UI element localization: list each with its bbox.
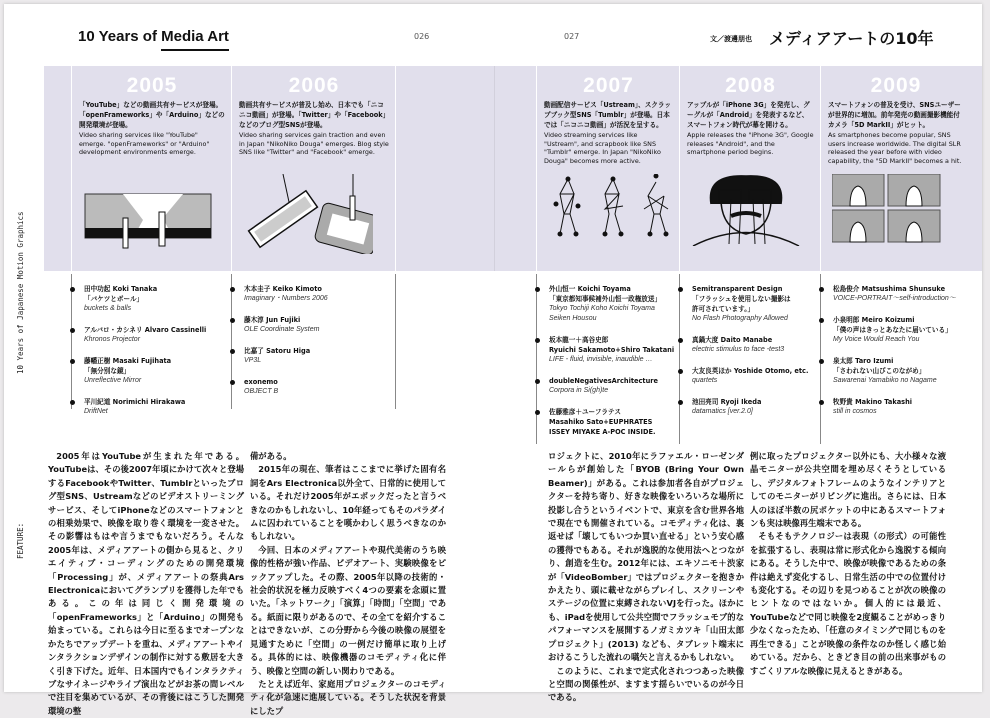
column-divider [820, 66, 821, 271]
artist-name: 池田亮司 Ryoji Ikeda [692, 398, 762, 406]
page-gutter [494, 66, 495, 271]
work-title: electric stimulus to face -test3 [692, 346, 785, 353]
series-label: 10 Years of Japanese Motion Graphics [16, 211, 25, 374]
timeline-bullet [678, 400, 683, 405]
year-column-2006 [239, 74, 389, 157]
year-summary-en: Video sharing services like "YouTube" emerge. "openFrameworks" or "Arduino" development environments emerge. [79, 131, 210, 157]
works-list [244, 284, 328, 408]
work-title: Ryuichi Sakamoto+Shiro Takatani [549, 346, 675, 354]
body-paragraph: 今回、日本のメディアアートや現代美術のうち映像的性格が強い作品、ビデオアート、実験映像をピックアップした。その際、2005年以降の技術的・社会的状況を極力反映すべく4つの要素を念頭に置いた。「ネットワーク」「演算」「時間」「空間」である。紙面に限りがあるので、その全てを紹介することはできないが、この分野から今後の映像の展望を見通すために「空間」の一例だけ簡単に取り上げる。具体的には、映像機器のコモディティ化に伴う、映像と空間の新しい関わりである。 [250, 544, 446, 676]
artist-name: 外山恒一 Koichi Toyama [549, 285, 631, 293]
artist-name: 小泉明郎 Meiro Koizumi [833, 316, 915, 324]
body-paragraph: 例に取ったプロジェクター以外にも、大小様々な液晶モニターが公共空間を埋め尽くそうとしているし、デジタルフォトフレームのようなインテリアとしてのモニターがリビングに進出。さらには、日本人のほぼ半数の尻ポケットの中にあるスマートフォンも実は映像再生端末である。 [750, 451, 946, 529]
works-list [549, 284, 674, 448]
year-heading: 2006 [288, 74, 340, 97]
work-item [833, 315, 956, 345]
timeline-line [395, 274, 396, 409]
left-page-title: 10 Years of Media Art [78, 28, 229, 45]
artist-name: 大友良英ほか Yoshide Otomo, etc. [692, 367, 809, 375]
timeline-bullet [819, 359, 824, 364]
work-title: 「僕の声はきっとあなたに届いている」 [833, 326, 952, 334]
work-item [244, 315, 328, 335]
work-item [549, 407, 674, 437]
work-item [692, 284, 808, 324]
year-heading: 2009 [870, 74, 922, 97]
work-title: Masahiko Sato+EUPHRATES [549, 418, 653, 426]
timeline-bullet [819, 287, 824, 292]
body-column [750, 450, 946, 678]
artist-name: 泉太郎 Taro Izumi [833, 357, 894, 365]
year-summary-ja: スマートフォンの普及を受け、SNSユーザーが世界的に増加。前年発売の動画撮影機能付カメラ「5D MarkII」がヒット。 [828, 101, 961, 129]
body-column [250, 450, 446, 718]
keyboard-tablet-illustration [243, 174, 373, 258]
year-column-2007 [544, 74, 673, 165]
year-heading: 2008 [725, 74, 776, 97]
work-title: ISSEY MIYAKE A-POC INSIDE. [549, 428, 656, 436]
work-title: Seiken Housou [549, 315, 597, 322]
work-title: buckets & balls [84, 305, 132, 312]
work-title: 「東京都知事候補外山恒一政権放送」 [549, 295, 662, 303]
timeline-bullet [230, 349, 235, 354]
year-summary-ja: アップルが「iPhone 3G」を発売し、グーグルが「Android」を発表するなど、スマートフォン時代が幕を開ける。 [687, 101, 810, 129]
timeline-bullet [678, 287, 683, 292]
author-credit: 文／渡邊朋也 [710, 35, 752, 43]
work-title: quartets [692, 377, 718, 384]
magazine-spread [4, 4, 982, 716]
work-item [692, 335, 808, 355]
body-column [548, 450, 744, 705]
work-title: 「さわれない山びこのながめ」 [833, 367, 926, 375]
work-item [84, 325, 206, 345]
timeline-line [536, 274, 537, 444]
work-title: datamatics [ver.2.0] [692, 408, 753, 415]
body-paragraph: このように、これまで定式化されつつあった映像と空間の関係性が、ますます揺らいでいるのが今日である。 [548, 665, 744, 703]
portrait-grid-illustration [832, 174, 942, 248]
artist-name: 坂本龍一＋高谷史郎 [549, 336, 609, 344]
column-divider [71, 66, 72, 271]
work-item [549, 376, 674, 396]
artist-name: 田中功起 Koki Tanaka [84, 285, 158, 293]
timeline-bullet [535, 379, 540, 384]
work-item [833, 397, 956, 417]
body-paragraph: 備がある。 [250, 451, 292, 461]
year-summary-en: Apple releases the "iPhone 3G", Google releases "Android", and the smartphone period begins. [687, 131, 814, 157]
work-item [549, 335, 674, 365]
work-title: OLE Coordinate System [244, 326, 320, 333]
work-title: DriftNet [84, 408, 108, 415]
artist-name: アルバロ・カシネリ Alvaro Cassinelli [84, 326, 207, 334]
artist-name: 平川紀道 Norimichi Hirakawa [84, 398, 186, 406]
right-page-title: メディアアートの10年 [769, 29, 934, 48]
work-title: still in cosmos [833, 408, 877, 415]
timeline-bullet [70, 400, 75, 405]
page-number-right: 027 [564, 32, 580, 41]
work-title: LIFE - fluid, invisible, inaudible … [549, 356, 653, 363]
timeline-line [231, 274, 232, 409]
body-paragraph: ロジェクトに、2010年にラファエル・ローゼンダールらが創始した「BYOB (Bring Your Own Beamer)」がある。これは参加者各自がプロジェクターを持ち寄り、好きな映像をいろいろな場所に投影し合うというイベントで、東京を含む世界各地で現在でも開催されている。コモディティ化は、裏返せば「壊してもいつか買い直せる」という安心感の獲得でもある。それが逸脱的な使用法へとつながり、創造を生む。2012年には、エキソニモ＋渋家が「VideoBomber」ではプロジェクターを抱きかかえたり、頭に載せながらプレイし、スクリーンやステージの位置に束縛されないVJを行った。ほかにも、iPadを使用して公共空間でフラッシュモブ的なパフォーマンスを展開するノガミカツキ「山田太郎プロジェクト」(2013) なども、タブレット端末におけるこうした流れの嚆矢と言えるかもしれない。 [548, 451, 744, 663]
timeline-bullet [535, 410, 540, 415]
work-title: Corpora in Si(gh)te [549, 387, 609, 394]
page-number-left: 026 [414, 32, 430, 41]
timeline-bullet [70, 359, 75, 364]
column-divider [679, 66, 680, 271]
stick-figures-illustration [548, 174, 678, 248]
year-column-2005 [79, 74, 225, 157]
year-summary-en: Video sharing services gain traction and even in Japan "NikoNiko Douga" emerges. Blog style SNS like "Twitter" and "Facebook" emerge. [239, 131, 389, 157]
feature-label: FEATURE: [16, 522, 25, 559]
body-paragraph: たとえば近年、家庭用プロジェクターのコモディティ化が急速に進展している。そうした状況を背景にしたプ [250, 678, 446, 716]
work-title: 許可されています。」 [692, 305, 755, 313]
timeline-bullet [230, 287, 235, 292]
year-heading: 2005 [126, 74, 178, 97]
artist-name: 牧野貴 Makino Takashi [833, 398, 913, 406]
timeline-bullet [70, 287, 75, 292]
works-list [692, 284, 808, 428]
artist-name: 比嘉了 Satoru Higa [244, 347, 311, 355]
work-title: VP3L [244, 357, 262, 364]
year-summary-ja: 動画共有サービスが普及し始め、日本でも「ニコニコ動画」が登場。「Twitter」や「Facebook」などのブログ型SNSが登場。 [239, 101, 386, 129]
work-item [84, 284, 206, 314]
work-title: 「無分別な鏡」 [84, 367, 131, 375]
work-title: Imaginary・Numbers 2006 [244, 295, 328, 302]
timeline-line [71, 274, 72, 409]
year-column-2009 [828, 74, 964, 165]
body-paragraph: 2015年の現在、筆者はここまでに挙げた固有名詞をArs Electronica以外全て、日常的に使用している。それだけ2005年がエポックだったと言うべきなのかもしれないし、10年経ってもそのパラダイムに囚われていることを嘆かわしく思うべきなのかもしれない。 [250, 464, 446, 542]
work-title: Unreflective Mirror [84, 377, 142, 384]
year-summary-en: Video streaming services like "Ustream", and scrapbook like SNS "Tumblr" emerge. In Japan "NikoNiko Douga" becomes more active. [544, 131, 661, 165]
work-item [549, 284, 674, 324]
work-title: 「フラッシュを使用しない撮影は [692, 295, 791, 303]
artist-name: 佐藤雅彦＋ユーフラテス [549, 408, 621, 416]
work-title: Tokyo Tochiji Koho Koichi Toyama [549, 305, 655, 312]
artist-name: 藤幡正樹 Masaki Fujihata [84, 357, 172, 365]
timeline-bullet [678, 338, 683, 343]
work-item [244, 377, 328, 397]
work-item [244, 284, 328, 304]
year-heading: 2007 [583, 74, 634, 97]
year-summary-en: As smartphones become popular, SNS users increase worldwide. The digital SLR released the year before with video capability, the "5D MarkII" becomes a hit. [828, 131, 962, 165]
timeline-bullet [819, 400, 824, 405]
timeline-bullet [230, 318, 235, 323]
works-list [84, 284, 206, 428]
artist-name: doubleNegativesArchitecture [549, 377, 658, 385]
artist-name: 藤木淳 Jun Fujiki [244, 316, 301, 324]
face-electrodes-illustration [691, 174, 801, 250]
timeline-bullet [535, 338, 540, 343]
work-item [84, 397, 206, 417]
work-title: My Voice Would Reach You [833, 336, 920, 343]
timeline-line [679, 274, 680, 444]
artist-name: exonemo [244, 378, 278, 386]
artist-name: 松島俊介 Matsushima Shunsuke [833, 285, 946, 293]
work-item [244, 346, 328, 366]
crowd-burst-illustration [83, 190, 213, 254]
artist-name: 木本圭子 Keiko Kimoto [244, 285, 322, 293]
timeline-bullet [819, 318, 824, 323]
timeline-bullet [70, 328, 75, 333]
body-paragraph: 2005年はYouTubeが生まれた年である。YouTubeは、その後2007年頃にかけて次々と登場するFacebookやTwitter、Tumblrといったブログ型SNS、Ustreamなどのビデオストリーミングサービス、そしてiPhoneなどのスマートフォンとの相乗効果で、映像を取り巻く環境を一変させた。その影響はもはや言うまでもないだろう。そんな2005年は、メディアアートの側から見ると、クリエイティブ・コーディングのための開発環境「Processing」が、メディアアートの祭典Ars Electronicaにおいてグランプリを獲得した年でもある。この年は同じく開発環境の「openFrameworks」と「Arduino」の開発も始まっている。これらは今日に至るまでオープンなかたちでアップデートを重ね、メディアアートやインタラクションデザインの制作に対する敷居を大きく引き下げた。近年、日本国内でもインタラクティブなサイネージやライブ演出などがお茶の間レベルで注目を集めているが、その背後にはこうした開発環境の整 [48, 451, 244, 716]
body-column [48, 450, 244, 718]
work-item [84, 356, 206, 386]
works-list [833, 284, 956, 428]
work-title: VOICE-PORTRAIT〜self-introduction〜 [833, 295, 956, 302]
column-divider [231, 66, 232, 271]
work-item [833, 284, 956, 304]
work-title: 「バケツとボール」 [84, 295, 144, 303]
title-underlined: Media Art [161, 28, 229, 51]
column-divider [395, 66, 396, 271]
column-divider [536, 66, 537, 271]
work-title: OBJECT B [244, 388, 279, 395]
year-summary-ja: 「YouTube」などの動画共有サービスが登場。「openFrameworks」や「Arduino」などの開発環境が登場。 [79, 101, 225, 129]
work-title: Khronos Projector [84, 336, 141, 343]
body-paragraph: そもそもテクノロジーは表現（の形式）の可能性を拡張するし、表現は常に形式化から逸脱する傾向にある。そうした中で、映像が映像であるための条件は絶えず変化するし、日常生活の中での位置付けも変化する。その辺りを見つめることが次の映像のヒントなのではないか。個人的には最近、YouTubeなどで同じ映像を2度観ることがめっきり少なくなったため、「任意のタイミングで同じものを再生できる」ことが映像の条件なのか怪しく感じ始めている。だから、ときどき目の前の出来事がものすごくリアルな映像に見えるときがある。 [750, 531, 946, 676]
work-item [692, 366, 808, 386]
timeline-bullet [678, 369, 683, 374]
work-title: No Flash Photography Allowed [692, 315, 788, 322]
year-summary-ja: 動画配信サービス「Ustream」、スクラップブック型SNS「Tumblr」が登場。日本では「ニコニコ動画」が活況を呈する。 [544, 101, 671, 129]
artist-name: 真鍋大度 Daito Manabe [692, 336, 773, 344]
timeline-bullet [535, 287, 540, 292]
work-item [833, 356, 956, 386]
work-title: Sawarenai Yamabiko no Nagame [833, 377, 937, 384]
year-column-2008 [687, 74, 814, 157]
timeline-bullet [230, 380, 235, 385]
artist-name: Semitransparent Design [692, 285, 783, 293]
work-item [692, 397, 808, 417]
